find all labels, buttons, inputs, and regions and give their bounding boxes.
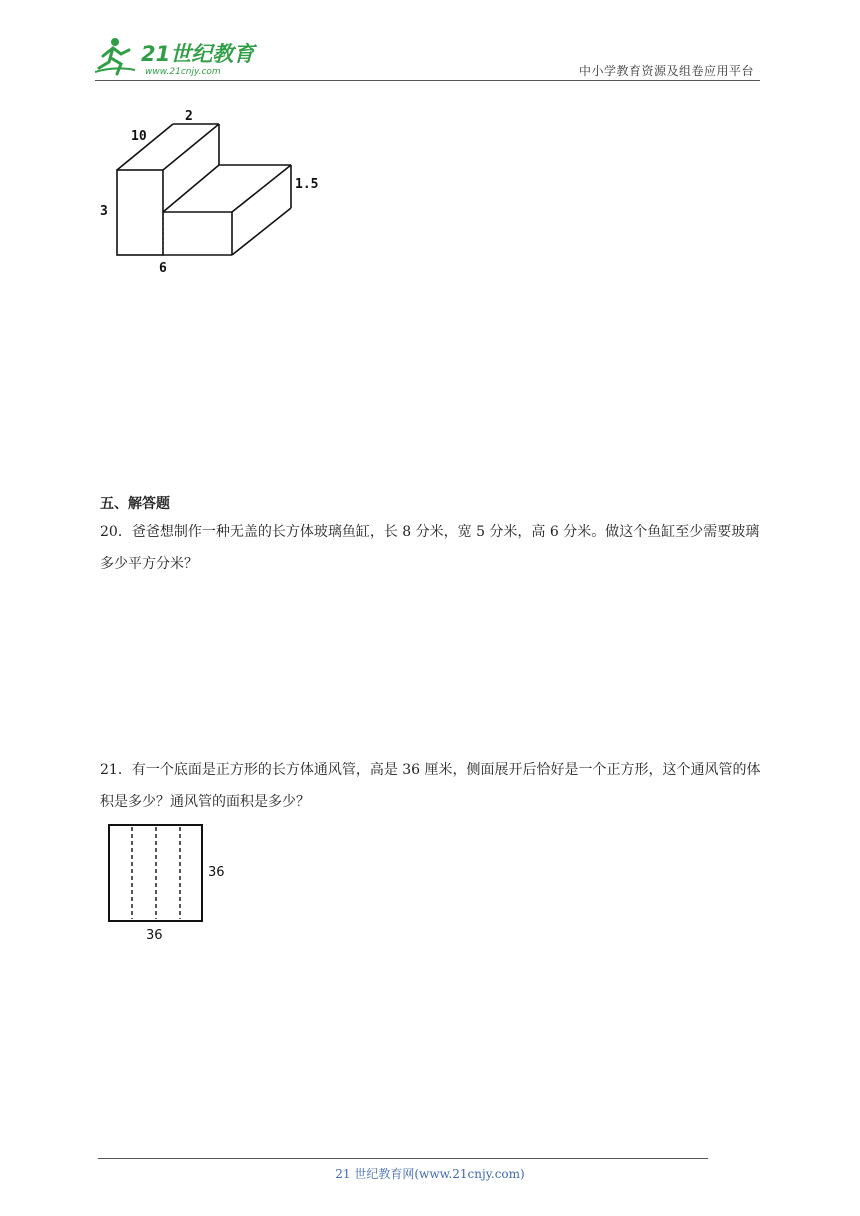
label-side-bottom: 36 <box>146 928 163 943</box>
label-bottom: 6 <box>159 261 167 276</box>
label-left-top: 10 <box>131 129 147 144</box>
runner-icon <box>95 38 135 74</box>
step-solid-figure <box>95 100 345 280</box>
label-top: 2 <box>185 109 193 124</box>
logo-url-text: www.21cnjy.com <box>145 67 221 77</box>
label-right: 1.5 <box>295 177 319 192</box>
footer-text: 21 世纪教育网(www.21cnjy.com) <box>335 1167 525 1181</box>
footer-divider <box>98 1158 708 1159</box>
question-21: 21．有一个底面是正方形的长方体通风管，高是 36 厘米，侧面展开后恰好是一个正方形，这个通风管的体积是多少？通风管的面积是多少？ <box>100 762 761 810</box>
label-left: 3 <box>100 204 108 219</box>
header-platform-text: 中小学教育资源及组卷应用平台 <box>578 64 754 78</box>
logo <box>95 34 265 80</box>
section-title: 五、解答题 <box>100 496 170 512</box>
question-20: 20．爸爸想制作一种无盖的长方体玻璃鱼缸，长 8 分米，宽 5 分米，高 6 分米。做这个鱼缸至少需要玻璃多少平方分米？ <box>100 524 760 572</box>
header-divider <box>95 80 760 81</box>
page-header <box>95 34 760 80</box>
unfolded-side-figure <box>100 818 240 948</box>
logo-text: 21世纪教育 <box>141 42 255 66</box>
label-side-right: 36 <box>208 865 225 880</box>
